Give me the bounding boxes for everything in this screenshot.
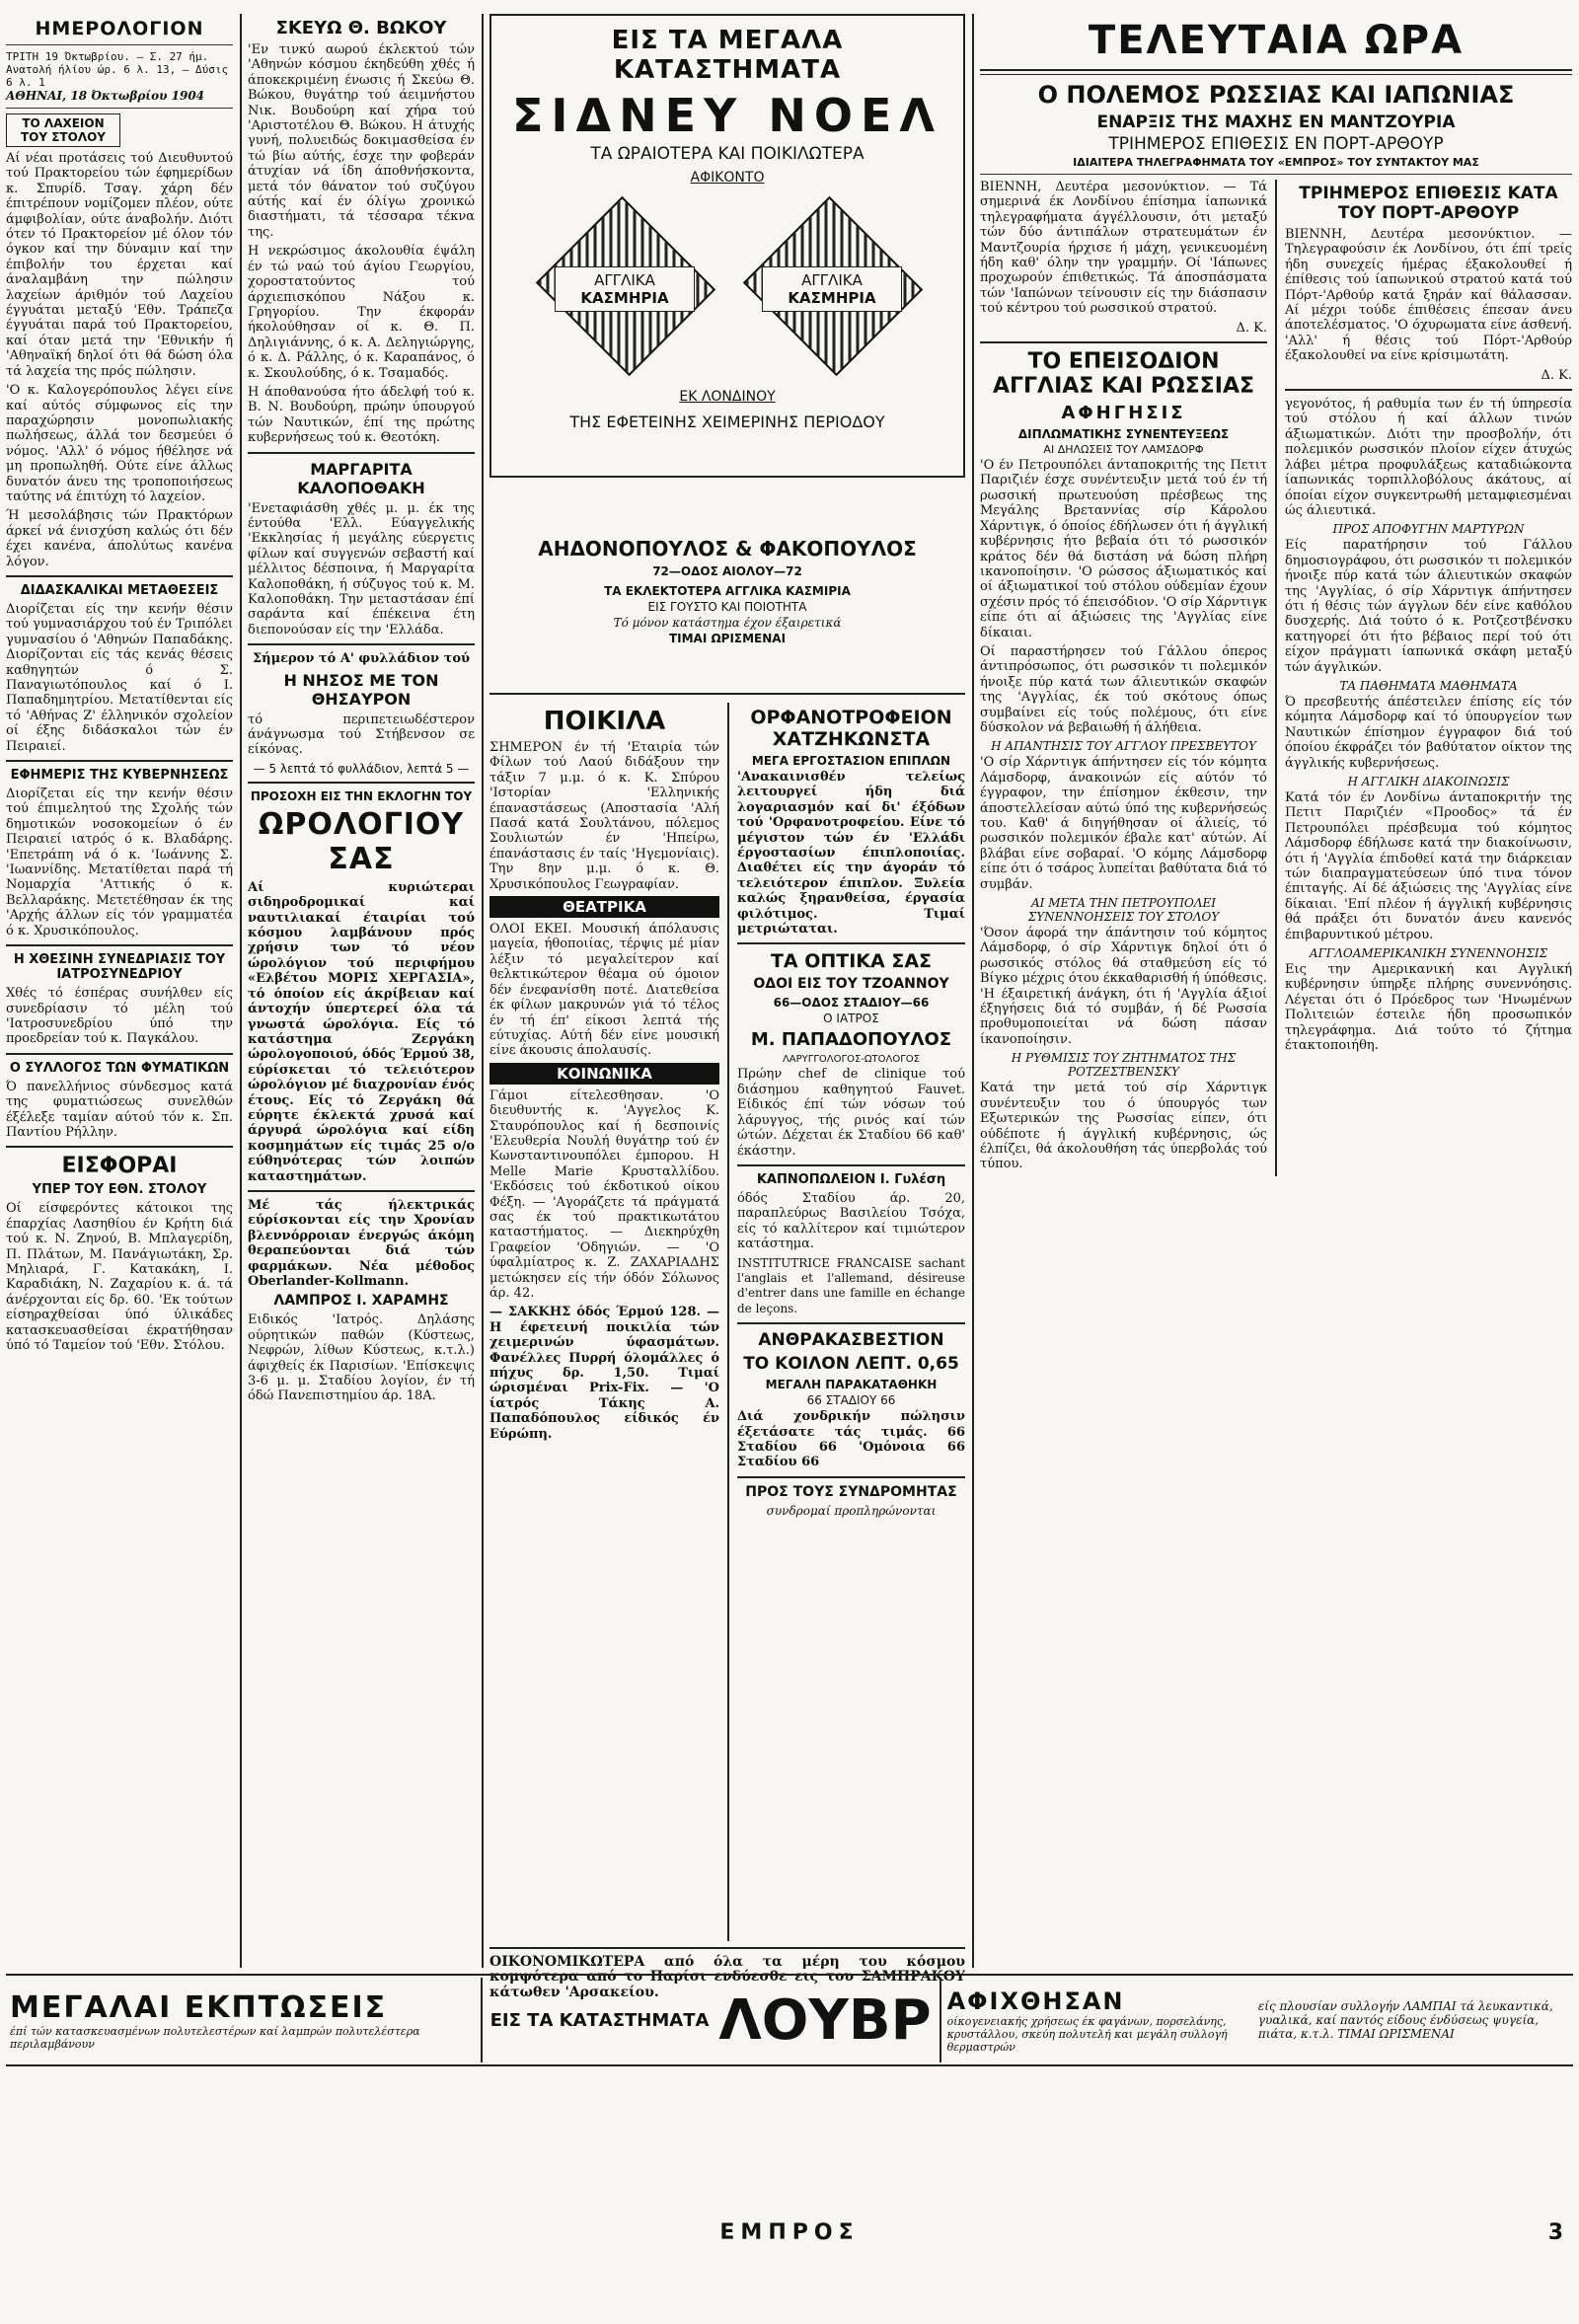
calendar-sun: Ανατολή ήλίου ώρ. 6 λ. 13, — Δύσις 6 λ. 1	[6, 63, 229, 89]
column-2	[248, 14, 475, 1963]
right-col-h1: ΠΡΟΣ ΑΠΟΦΥΓΗΝ ΜΑΡΤΥΡΩΝ	[1332, 522, 1525, 537]
aidonopoulos-line3: Τό μόνον κατάστημα έχον έξαιρετικά	[613, 616, 842, 630]
orphanage-sub: ΜΕΓΑ ΕΡΓΟΣΤΑΣΙΟΝ ΕΠΙΠΛΩΝ	[751, 754, 951, 768]
koinonika-text: Γάμοι είτελεσθησαν. 'Ο διευθυντής κ. 'Αγγελος Κ. Σταυρόπουλος καί ή δεσποινίς 'Ελευθερία Νουλή θυγάτηρ τού έν Κωνσταντινουπόλει έμπορου. Η Melle Marie Κρυσταλλίδου. 'Εκδόσεις τού έκδοτικού οίκου Φέξη. — 'Αγοράζετε τά πράγματά σας έκ τού πρακτικωτάτου καταστήματος. — Διεκηρύχθη Γραφείον 'Οδηγιών. — 'Ο ύφαλμίατρος κ. Ζ. ΖΑΧΑΡΙΑΔΗΣ μετώκησεν είς τήν όδόν Σόλωνος άρ. 42.	[489, 1087, 719, 1301]
coal-addr: 66 ΣΤΑΔΙΟΥ 66	[806, 1393, 896, 1408]
noel-ad	[489, 14, 965, 478]
obituary2-text: 'Ενεταφιάσθη χθές μ. μ. έκ της έντούθα 'Ελλ. Εύαγγελικής 'Εκκλησίας ή μεγάλης εύεργετις φίλων καί συγγενών σεβαστή καί μέλλιτος δέσποινα, ή Μαργαρίτα Καλοποθάκη, ή σύζυγος τού κ. Μ. Καλοποθάκη. Την μεταστάσαν έπί σαράντα καί έπέκεινα έτη διεπονούσαν είς την 'Ελλάδα.	[248, 500, 475, 637]
noel-right-label2: ΚΑΣΜΗΡΙΑ	[788, 289, 876, 307]
lottery-text: Αί νέαι προτάσεις τού Διευθυντού τού Πρακτορείου τών έφημερίδων κ. Σπυρίδ. Τσαγ. χάρη δέν έπιτρέπουν νομίζομεν πλέον, ούτε άμφιβολίαν, ούτε άναβολήν. Διότι ότεν τό Πρακτορείον μέ όλον τόν όγκον καί την δύναμιν καί την έπιβολήν του έρχεται καί άναλαμβάνη την πώλησιν λαχείων άριθμόν τού Λαχείου έγγυάται μεταξύ 'Εθν. Τράπεζα έγγυάται παρά τού Πρακτορείου, καί όταν μετά την 'Εθνικήν ή 'Αθηναϊκή δηλοί ότι θά δώση όλα τά λαχεία της πρός πώλησιν.	[6, 151, 233, 379]
noel-left-card	[555, 266, 695, 312]
clinic-ad-text: Μέ τάς ήλεκτρικάς εύρίσκονται είς την Χρονίαν βλεννόρροιαν ένεργώς άκόμη θεραπεύονται διά τών φαρμάκων. Νέα μέθοδος Oberlander-Kollmann.	[248, 1197, 475, 1289]
col3-lower	[489, 703, 965, 1941]
column-rule-2	[482, 14, 484, 1968]
bottom-ad-strip	[6, 1974, 1573, 2066]
incident-text: 'Ο έν Πετρουπόλει άνταποκριτής της Πετιτ Παριζιέν έσχε συνέντευξιν μετά τού έν τή ρωσσική πρωτευούση πρέσβεως της Μεγάλης Βρεταννίας σίρ Κάρολου Χάρντιγκ, ό όποίος έδήλωσεν ότι ή άγγλική κυβέρνησις ήτο βεβαία ότι τό ρωσσικόν κράτος δέν θά διστάση νά δώση πλήρη ικανοποίησιν. 'Ο ρώσσος άξιωματικός καί οί άξιωματικοί τού στόλου ούδεμίαν έχουν σχέσιν πρός τό έπεισόδιον. 'Ο σίρ Χάρντιγκ είπε ότι αί άξιώσεις της 'Αγγλίας είνε δίκαιαι.	[980, 458, 1268, 640]
noel-ornament-right	[732, 195, 930, 383]
coal-price: ΤΟ ΚΟΙΛΟΝ ΛΕΠΤ. 0,65	[743, 1354, 959, 1375]
col4-top-left	[980, 180, 1267, 1176]
watch-ad-text: Αί κυριώτεραι σιδηροδρομικαί καί ναυτιλιακαί έταιρίαι τού κόσμου λαμβάνουν πρός χρήσιν των τό νέον ώρολόγιον τού περιφήμου «Ελβέτου ΜΟΡΙΣ ΧΕΡΓΑΣΙΑ», τό όποίον είς άκρίβειαν καί άντοχήν ύπερτερεί όλα τά γνωστά ώρολόγια. Είς τό κατάστημα Ζεργάκη ώρολογοποιού, όδός Έρμού 38, εύρίσκεται τό τελειότερον ώρολόγιον μέ διαχρονίαν ένός έτους. Είς τό Ζεργάκη θά εύρητε έκλεκτά χρυσά καί άργυρά ώρολόγια καί είδη κοσμημάτων είς τιμάς 25 ο/ο εύθηνότερας τών λοιπών καταστημάτων.	[248, 879, 475, 1184]
right-col-text-3: Ό πρεσβευτής άπέστειλεν έπίσης είς τόν κόμητα Λάμσδορφ καί τό ύπουργείον των Ναυτικών έπίσημον έγγραφον διά τού όποίου έκφράζει τόν βαθύτατον οίκτον της άγγλικής κυβερνήσεως.	[1284, 694, 1572, 771]
right-col-text-1: γεγονότος, ή ραθυμία των έν τή ύπηρεσία τού στόλου ή καί άλλων τινών άξιωματικών. Διότι την προσβολήν, ότι πολεμικόν ρωσσικόν πλοίον είχεν άτυχώς λάβει μέτρα προφυλάξεως καταδιώκοντα ίαπωνικάς τορπιλλοβόλους άκάτους, αί όποίαι είχον συγκεντρωθή μεταμφιεσμέναι ώς άλιευτικά.	[1284, 397, 1572, 518]
gazette-text: Διορίζεται είς την κενήν θέσιν τού έπιμελητού της Σχολής τών δημοτικών νοσοκομείων ό έν Πειραιεί ιατρός ό κ. Βλαδάρης. 'Επετράπη νά ό κ. 'Ιωάννης Σ. 'Ιωαννίδης. Μετατίθεται παρά τή Νομαρχία 'Αττικής ό κ. Βελλαράκης. Μετετέθησαν έκ της 'Αρχής άλλων είς τόν γραμματέα ό κ. Χρυσικόπουλος.	[6, 787, 233, 938]
calendar-place-date: ΑΘΗΝΑΙ, 18 Όκτωβρίου 1904	[6, 89, 205, 103]
teachers-text: Διορίζεται είς την κενήν θέσιν τού γυμνασιάρχου τού έν Τριπόλει γυμνασίου ό 'Αθηνών Παπαδάκης. Διορίζονται είς τάς κενάς θέσεις καθηγητών ό Σ. Παναγιωτόπουλος καί ό Ι. Παπαδημητρίου. Μετατίθενται είς τό 'Αθήνας Ζ' έλληνικόν σχολείον οί έξης διδάσκαλοι τών έν Πειραιεί.	[6, 601, 233, 754]
port-arthur-heading: ΤΡΙΗΜΕΡΟΣ ΕΠΙΘΕΣΙΣ ΚΑΤΑ ΤΟΥ ΠΟΡΤ-ΑΡΘΟΥΡ	[1299, 184, 1558, 223]
optics-text: Πρώην chef de clinique τού διάσημου καθηγητού Fauvet. Είδικός έπί τών νόσων τού λάρυγγος, τής ρινός καί τών ώτών. Δέχεται έκ Σταδίου 66 καθ' έκάστην.	[736, 1067, 965, 1159]
louvre-intro: ΕΙΣ ΤΑ ΚΑΤΑΣΤΗΜΑΤΑ	[489, 2009, 710, 2031]
column-3	[489, 14, 965, 2000]
aidonopoulos-title: ΑΗΔΟΝΟΠΟΥΛΟΣ & ΦΑΚΟΠΟΥΛΟΣ	[538, 537, 917, 561]
calendar-title: ΗΜΕΡΟΛΟΓΙΟΝ	[35, 18, 204, 39]
contributions-text: Οί είσφερόντες κάτοικοι της έπαρχίας Λασηθίου έν Κρήτη διά τού κ. Ν. Ζηνού, Β. Μπλαγερίδη, Π. Πλάτων, Μ. Πανάγιωτάκη, Σρ. Μηλιαρά, Γ. Κατακάκη, Ι. Καραδιάκη, Ν. Ζαχαρίου κ. ά. τά άνέρχονται είς δρ. 60. 'Εκ τούτων είσηραχθείσαι ύπό ύλικάδες κατασκευασθείσαι έκρατήθησαν ύπό τό Ταμείον τού 'Εθν. Στόλου.	[6, 1201, 233, 1353]
noel-right-card	[762, 266, 902, 312]
noel-from: ΕΚ ΛΟΝΔΙΝΟΥ	[679, 389, 776, 405]
booklet-title: Η ΝΗΣΟΣ ΜΕ ΤΟΝ ΘΗΣΑΥΡΟΝ	[283, 670, 439, 709]
obituary2-heading: ΜΑΡΓΑΡΙΤΑ ΚΑΛΟΠΟΘΑΚΗ	[297, 459, 425, 497]
optics-heading-2: ΟΔΟΙ ΕΙΣ ΤΟΥ ΤΖΟΑΝΝΟΥ	[753, 976, 949, 993]
footer-paper-name: ΕΜΠΡΟΣ	[719, 2220, 860, 2245]
lottery-box-label: ΤΟ ΛΑΧΕΙΟΝ ΤΟΥ ΣΤΟΛΟΥ	[6, 113, 120, 147]
doctor-text: Ειδικός 'Ιατρός. Δηλάσης ούρητικών παθών (Κύστεως, Νεφρών, λίθων Κύστεως, κ.τ.λ.) άφιχθείς έκ Παρισίων. 'Επίσκεψις 3-6 μ. μ. Σταδίου λογίον, έν τή όδώ Πανεπιστημίου άρ. 18Α.	[248, 1312, 475, 1404]
arrived-heading: ΑΦΙΧΘΗΣΑΝ	[946, 1987, 1125, 2015]
footer-page-number: 3	[1547, 2220, 1563, 2245]
aidonopoulos-line2: ΕΙΣ ΓΟΥΣΤΟ ΚΑΙ ΠΟΙΟΤΗΤΑ	[647, 600, 807, 614]
port-arthur-text: ΒΙΕΝΝΗ, Δευτέρα μεσονύκτιον. — Τηλεγραφούσιν έκ Λονδίνου, ότι έπί τρείς ήδη συνεχείς ήμέρας έξακολουθεί ή έπίθεσις τού ίαπωνικού στρατού κατά τού Πόρτ-'Αρθούρ κατά ξηράν καί θάλασσαν. Αί μέχρι τούδε έπιθέσεις έπεσαν άνευ άποτελέσματος. 'Ο όχυρωματα είνε άσθενή. 'Αλλ' ή θέσις τού Πόρτ-'Αρθούρ έξακολουθεί να είνε κρίσιμωτάτη.	[1284, 227, 1572, 364]
louvre-block	[481, 1978, 941, 2062]
col4-inner-rule	[1275, 180, 1277, 1176]
institutrice-text: INSTITUTRICE FRANCAISE sachant l'anglais et l'allemand, désireuse d'entrer dans une famille en échange de leçons.	[736, 1255, 965, 1315]
column-1	[6, 14, 233, 1963]
teachers-heading: ΔΙΔΑΣΚΑΛΙΚΑΙ ΜΕΤΑΘΕΣΕΙΣ	[20, 582, 219, 598]
booklet-intro: Σήμερον τό Α' φυλλάδιον τού	[252, 651, 471, 667]
incident-title: ΤΟ ΕΠΕΙΣΟΔΙΟΝ ΑΓΓΛΙΑΣ ΚΑΙ ΡΩΣΣΙΑΣ	[992, 349, 1255, 400]
column-4	[980, 14, 1572, 1963]
koinonika-heading: ΚΟΙΝΩΝΙΚΑ	[489, 1063, 719, 1085]
calendar-date: ΤΡΙΤΗ 19 Όκτωβρίου. — Σ. 27 ήμ.	[6, 50, 209, 63]
sale-small: έπί τών κατασκευασμένων πολυτελεστέρων καί λαμπρών πολυτελέστερα περιλαμβάνουν	[10, 2024, 420, 2051]
noel-store: ΣΙΔΝΕΥ ΝΟΕΛ	[511, 89, 942, 142]
contributions-subheading: ΥΠΕΡ ΤΟΥ ΕΘΝ. ΣΤΟΛΟΥ	[32, 1182, 207, 1198]
tobacco-heading: ΚΑΠΝΟΠΩΛΕΙΟΝ Ι. Γυλέση	[756, 1171, 946, 1187]
incident-h4: Η ΡΥΘΜΙΣΙΣ ΤΟΥ ΖΗΤΗΜΑΤΟΣ ΤΗΣ ΡΟΤΖΕΣΤΒΕΝΣΚΥ	[1011, 1051, 1237, 1080]
war-sub2: ΤΡΙΗΜΕΡΟΣ ΕΠΙΘΕΣΙΣ ΕΝ ΠΟΡΤ-ΑΡΘΟΥΡ	[1108, 134, 1444, 154]
right-col-text-5: Εις την Αμερικανική και Αγγλική κυβέρνησιν ύπηρξε πλήρης συνεννόησις. Λέγεται ότι ό Πρόεδρος των 'Ηνωμένων Πολιτειών έστειλε ήδη προσωπικόν τηλεγράφημα. Διά τούτο τό ζήτημα έτακτοποιήθη.	[1284, 962, 1572, 1054]
booklet-text: τό περιπετειωδέστερον άνάγνωσμα τού Στήβενσον σε είκόνας.	[248, 712, 475, 758]
tuberculosis-text: Ό πανελλήνιος σύνδεσμος κατά της φυματιώσεως συνελθών έξέλεξε ταμίαν αύτού τόν κ. Σπ. Παντίου Ρήλλην.	[6, 1079, 233, 1140]
doctor-name: ΛΑΜΠΡΟΣ Ι. ΧΑΡΑΜΗΣ	[273, 1293, 449, 1310]
poikila-heading: ΠΟΙΚΙΛΑ	[543, 707, 666, 736]
last-hour-title: ΤΕΛΕΥΤΑΙΑ ΩΡΑ	[1088, 18, 1465, 63]
coal-sub: ΜΕΓΑΛΗ ΠΑΡΑΚΑΤΑΘΗΚΗ	[765, 1378, 938, 1392]
port-arthur-sign: Δ. Κ.	[1541, 367, 1572, 383]
col4-top-right	[1285, 180, 1572, 1176]
louvre-name: ΛΟΥΒΡ	[718, 1987, 932, 2053]
noel-tagline: ΤΑ ΩΡΑΙΟΤΕΡΑ ΚΑΙ ΠΟΙΚΙΛΩΤΕΡΑ	[590, 144, 865, 164]
watch-ad-title: ΩΡΟΛΟΓΙΟΥ ΣΑΣ	[258, 806, 465, 876]
incident-sub2: ΔΙΠΛΩΜΑΤΙΚΗΣ ΣΥΝΕΝΤΕΥΞΕΩΣ	[1017, 427, 1230, 442]
war-vienna-text: ΒΙΕΝΝΗ, Δευτέρα μεσονύκτιον. — Τά σημερινά έκ Λονδίνου έπίσημα ίαπωνικά τηλεγραφήματα άγγέλλουσιν, ότι μεταξύ τών δύο άντιπάλων στρατευμάτων έν Μαντζουρία ήρχισε ή μάχη, γενικευομένη ήδη καθ' όλην την γραμμήν. Οί 'Ιάπωνες προχωρούν έπιθετικώς. Τά άποσπάσματα τών 'Ιαπώνων τείνουσιν είς την διάσπασιν τού κέντρου τού ρωσσικού στρατού.	[980, 180, 1268, 317]
col4-top-split	[980, 180, 1572, 1176]
coal-text: Διά χονδρικήν πώλησιν έξετάσατε τάς τιμάς. 66 Σταδίου 66 'Ομόνοια 66 Σταδίου 66	[736, 1409, 965, 1470]
orphanage-text: 'Ανακαινισθέν τελείως λειτουργεί ήδη διά λογαριασμόν καί δι' έξόδων τού 'Ορφανοτροφείου. Είνε τό μέγιστον τών έν 'Ελλάδι έργοστασίων έπιπλοποιίας. Διαθέτει είς την άγοράν τό τελειότερον έπιπλον. Ξυλεία καλώς ξηρανθείσα, έργασία φιλότιμος. Τιμαί μετριώταται.	[736, 770, 965, 937]
sale-block	[6, 1990, 481, 2051]
incident-text-4: 'Όσον άφορά την άπάντησιν τού κόμητος Λάμσδορφ, ό σίρ Χάρντιγκ δηλοί ότι ό ρωσσικός στόλος θά σταθμεύση είς τό Βίγκο μέχρις ότου έκκαθαρισθή ή ύπόθεσις. 'Η έξαιρετική άνάγκη, ότι ή 'Αγγλία άξιοί έξηγήσεις διά τό συμβάν, ή δέ Ρωσσία προθυμοποιείται νά δώση πάσαν ίκανοποίησιν.	[980, 926, 1268, 1047]
aidonopoulos-addr: 72—ΟΔΟΣ ΑΙΟΛΟΥ—72	[652, 564, 802, 578]
noel-ornament-left	[525, 195, 722, 383]
right-col-text-4: Κατά τόν έν Λονδίνω άνταποκριτήν της Πετιτ Παριζιέν «Προοδος» τά έν Πετρουπόλει πρέσβευμα τού κόμητος Λάμσδορφ έδήλωσε κατά την διακοίνωσιν, ότι ή 'Αγγλία έπιδοθεί κατά την διάρκειαν τών διαπραγματεύσεων ύπό τινα τόνον έπιταγής. Αί δέ άξιώσεις της 'Αγγλίας είνε δίκαιαι. 'Επί πλέον ή άγγλική κυβέρνησις θά πράξει ότι δυνατόν άνευ κανενός έπιβαρυντικού μέτρου.	[1284, 790, 1572, 942]
noel-arrived: ΑΦΙΚΟΝΤΟ	[690, 170, 765, 186]
col3-inner-rule	[727, 703, 729, 1941]
lottery-text-2: 'Ο κ. Καλογερόπουλος λέγει είνε καί αύτός σύμφωνος είς την παραχώρησιν μονοπωλιακής πωλήσεως, άλλά τον δεσμεύει ό νόμος. 'Αλλ' ό νόμος ήθέλησε νά μη προπωληθή. Ούτε είνε άλλως δυνατόν άνευ της τροποποιήσεως ταύτης νά έπιτύχη τό λαχείον.	[6, 383, 233, 504]
noel-left-label1: ΑΓΓΛΙΚΑ	[594, 271, 655, 289]
optics-heading: ΤΑ ΟΠΤΙΚΑ ΣΑΣ	[770, 950, 933, 973]
tuberculosis-heading: Ο ΣΥΛΛΟΓΟΣ ΤΩΝ ΦΥΜΑΤΙΚΩΝ	[9, 1060, 230, 1076]
noel-ornaments	[499, 195, 955, 383]
war-vienna-sign: Δ. Κ.	[1236, 320, 1268, 336]
theatrika-heading: ΘΕΑΤΡΙΚΑ	[489, 896, 719, 918]
watch-ad-sub: ΠΡΟΣΟΧΗ ΕΙΣ ΤΗΝ ΕΚΛΟΓΗΝ ΤΟΥ	[250, 788, 473, 803]
theatrika-text: ΟΛΟΙ ΕΚΕΙ. Μουσική άπόλαυσις μαγεία, ήθοποιίας, τέρψις μέ μίαν λέξιν τό μεγαλείτερον καί θελκτικώτερον θέαμα ού όμοιον δέν ένεφανίσθη ποτέ. Διατεθείσα έκ φίλων μακρυνών γιά τό τέλος έν τή έπ' είκοσι λεπτά τής εύτυχίας. Αύτή δέν είνε μουσική είνε άκουσις άπολαυσίς.	[489, 922, 719, 1059]
right-col-h2: ΤΑ ΠΑΘΗΜΑΤΑ ΜΑΘΗΜΑΤΑ	[1339, 678, 1518, 693]
arrived-small: οίκογενειακής χρήσεως έκ φαγάνων, πορσελάνης, κρυστάλλου, σκεύη πολυτελή και μεγάλη συλλογή θερμαστρών	[946, 2014, 1228, 2054]
subscribers-text: συνδρομαί προπληρώνονται	[766, 1503, 937, 1518]
noel-right-label1: ΑΓΓΛΙΚΑ	[801, 271, 863, 289]
incident-text-3: 'Ο σίρ Χάρντιγκ άπήντησεν είς τόν κόμητα Λάμσδορφ, άνακοινών είς αύτόν τό έγγραφον, την έπίσημον έκθεσιν, την άποστελλείσαν αύτώ ύπό της κυβερνήσεώς του. Καθ' ά διηγήθησαν οί άλιείς, τό ρωσσικόν πολεμικόν έβαλε κατ' αύτών. Αί βλάβαι είνε σοβαραί. 'Ο κόμης Λάμσδορφ είπε ότι ό τσάρος λυπείται βαθύτατα διά τό συμβάν.	[980, 755, 1268, 892]
obituary-text: 'Εν τινκύ αωρού έκλεκτού τών 'Αθηνών κόσμου έκηδεύθη χθές ή άποκεκριμένη ένωσις ή Σκεύω Θ. Βώκου, θυγάτηρ τού άειμνήστου Νικ. Βουδούρη καί χήρα τού 'Αριστοτέλου Θ. Βώκου. Η άτυχής γυνή, πολυειδώς δοκιμασθείσα έν τώ βίω αύτής, έσχε την φοβεράν άτυχίαν νά ίδη άποθνήσκοντα, μετά τόν θάνατον τού συζύγου αύτής καί έν όλίγω χρονικώ διαστήματι, τά τέσσαρα τέκνα της.	[248, 42, 475, 240]
aidonopoulos-line4: ΤΙΜΑΙ ΩΡΙΣΜΕΝΑΙ	[668, 632, 787, 645]
optics-addr: 66—ΟΔΟΣ ΣΤΑΔΙΟΥ—66	[773, 996, 930, 1011]
incident-sub: ΑΦΗΓΗΣΙΣ	[1061, 403, 1186, 424]
incident-text-2: Οί παραστήρησεν τού Γάλλου όπερος άντιπρόσωπος, ότι ρωσσικόν τι πολεμικόν ήνοιξε πύρ κατά των άλιευτικών σκαφών της 'Αγγλίας, έκ τού σκότους όπως συμβαίνει είς τούς πολέμους, ότι είνε δύσκολον νά βεβαιωθή ή άλήθεια.	[980, 643, 1268, 735]
right-col-h3: Η ΑΓΓΛΙΚΗ ΔΙΑΚΟΙΝΩΣΙΣ	[1347, 775, 1510, 788]
optics-sub: ΛΑΡΥΓΓΟΛΟΓΟΣ-ΩΤΟΛΟΓΟΣ	[782, 1054, 920, 1066]
koinonika-text-2: — ΣΑΚΚΗΣ όδός Έρμού 128. — Η έφετεινή ποικιλία τών χειμερινών ύφασμάτων. Φανέλλες Πυρρή όλομάλλες ό πήχυς δρ. 1,50. Τιμαί ώρισμέναι Prix-Fix. — 'Ο ίατρός Τάκης Α. Παπαδόπουλος είδικός έν Εύρώπη.	[489, 1305, 719, 1442]
noel-season: ΤΗΣ ΕΦΕΤΕΙΝΗΣ ΧΕΙΜΕΡΙΝΗΣ ΠΕΡΙΟΔΟΥ	[569, 412, 885, 431]
medical-meeting-heading: Η ΧΘΕΣΙΝΗ ΣΥΝΕΔΡΙΑΣΙΣ ΤΟΥ ΙΑΤΡΟΣΥΝΕΔΡΙΟΥ	[13, 952, 226, 983]
col3-left-sub	[489, 703, 719, 1941]
optics-label: Ο ΙΑΤΡΟΣ	[823, 1012, 879, 1026]
column-rule-3	[972, 14, 974, 1968]
obituary-text-3: Η άποθανούσα ήτο άδελφή τού κ. Β. Ν. Βουδούρη, πρώην ύπουργού τών Ναυτικών, έπί της πρώτης κυβερνήσεως τού κ. Θεοτόκη.	[248, 384, 475, 446]
column-rule-1	[240, 14, 242, 1968]
sale-heading: ΜΕΓΑΛΑΙ ΕΚΠΤΩΣΕΙΣ	[10, 1989, 388, 2025]
incident-h3: ΑΙ ΜΕΤΑ ΤΗΝ ΠΕΤΡΟΥΠΟΛΕΙ ΣΥΝΕΝΝΟΗΣΕΙΣ ΤΟΥ ΣΤΟΛΟΥ	[1027, 896, 1220, 925]
aidonopoulos-ad	[489, 478, 965, 695]
right-col-text-2: Είς παρατήρησιν τού Γάλλου δημοσιογράφου, ότι ρωσσικόν τι πολεμικόν ήνοιξε πύρ κατά τών άλιευτικών σκαφών της 'Αγγλίας, ό σίρ Χάρντιγκ άπήντησεν ότι ή θέσις τών άγγλων δέν είνε καθόλου δυσχερής. Διά τούτο ό κ. Ροτζεστβένσκυ κατηγορεί ότι ήτο βέβαιος περί τού ότι είχον πράγματι ίαπωνικά σκάφη μεταξύ τών άγγλικών.	[1284, 538, 1572, 675]
war-sub3: ΙΔΙΑΙΤΕΡΑ ΤΗΛΕΓΡΑΦΗΜΑΤΑ ΤΟΥ «ΕΜΠΡΟΣ» ΤΟΥ ΣΥΝΤΑΚΤΟΥ ΜΑΣ	[1073, 156, 1479, 169]
arrived-block	[941, 1987, 1254, 2054]
orphanage-heading: ΟΡΦΑΝΟΤΡΟΦΕΙΟΝ ΧΑΤΖΗΚΩΝΣΤΑ	[750, 707, 952, 750]
noel-left-label2: ΚΑΣΜΗΡΙΑ	[580, 289, 669, 307]
medical-meeting-text: Χθές τό έσπέρας συνήλθεν είς συνεδρίασιν τό μέλη τού 'Ιατροσυνεδρίου ύπό την προεδρείαν τού κ. Παγκάλου.	[6, 986, 233, 1047]
incident-h2: Η ΑΠΑΝΤΗΣΙΣ ΤΟΥ ΑΓΓΛΟΥ ΠΡΕΣΒΕΥΤΟΥ	[991, 739, 1256, 754]
incident-sub3: ΑΙ ΔΗΛΩΣΕΙΣ ΤΟΥ ΛΑΜΣΔΟΡΦ	[1043, 443, 1204, 457]
gazette-heading: ΕΦΗΜΕΡΙΣ ΤΗΣ ΚΥΒΕΡΝΗΣΕΩΣ	[10, 768, 229, 784]
poikila-text: ΣΗΜΕΡΟΝ έν τή 'Εταιρία τών Φίλων τού Λαού διδάξουν την τάξιν 7 μ.μ. ό κ. Κ. Σπύρου 'Ιστορίαν 'Ελληνικής έπαναστάσεως (Αποστασία 'Αλή Πασά κατά Σουλτάνου, πόλεμος Σουλιωτών έν 'Ηπείρω, έπανάστασις έν ταίς 'Ηγεμονίαις). Την 8ην μ.μ. ό κ. Θ. Χρυσικόπουλος Γεωγραφίαν.	[489, 740, 719, 892]
aidonopoulos-line1: ΤΑ ΕΚΛΕΚΤΟΤΕΡΑ ΑΓΓΛΙΚΑ ΚΑΣΜΙΡΙΑ	[604, 584, 851, 598]
economic-ad: ΟΙΚΟΝΟΜΙΚΩΤΕΡΑ από όλα τα μέρη του κόσμου κομψότερα από το Παρίσι ενδύεσθε εις του ΣΑΜΠΡΑΚΟΥ κάτωθεν 'Αρσακείου.	[489, 1954, 965, 2000]
lottery-text-3: Ή μεσολάβησις τών Πρακτόρων άρκεί νά ένισχύση καλώς ότι δέν έχει κανένα, άπολύτως κανένα λόγον.	[6, 508, 233, 569]
col3-right-sub	[737, 703, 965, 1941]
incident-text-5: Κατά την μετά τού σίρ Χάρντιγκ συνέντευξιν του ό ύπουργός των Εξωτερικών της Ρωσσίας είπεν, ότι ούδέποτε ή άγγλική κυβέρνησις, ώς έλπίζει, θά άκολουθήση τάς ύπερβολάς τού τύπου.	[980, 1081, 1268, 1172]
booklet-price: — 5 λεπτά τό φυλλάδιον, λεπτά 5 —	[253, 761, 470, 776]
noel-banner: ΕΙΣ ΤΑ ΜΕΓΑΛΑ ΚΑΤΑΣΤΗΜΑΤΑ	[611, 26, 844, 85]
obituary-heading: ΣΚΕΥΩ Θ. ΒΩΚΟΥ	[275, 18, 447, 38]
obituary-text-2: Η νεκρώσιμος άκολουθία έψάλη έν τώ ναώ τού άγίου Γεωργίου, χοροστατούντος τού άρχιεπισκόπου Νάξου κ. Γρηγορίου. Την έκφοράν ήκολούθησαν οί κ. Θ. Π. Δηλιγιάννης, ό κ. Α. Δεληγιώργης, ό κ. Δ. Ράλλης, ό κ. Καραπάνος, ό κ. Σκουλούδης, ό κ. Τσαμαδός.	[248, 244, 475, 381]
coal-heading: ΑΝΘΡΑΚΑΣΒΕΣΤΙΟΝ	[758, 1330, 944, 1351]
page-footer	[6, 2220, 1573, 2260]
war-heading: Ο ΠΟΛΕΜΟΣ ΡΩΣΣΙΑΣ ΚΑΙ ΙΑΠΩΝΙΑΣ	[1037, 81, 1515, 109]
arrived-right: είς πλουσίαν συλλογήν ΛΑΜΠΑΙ τά λευκαντικά, γυαλικά, καί παντός είδους ένδύσεως ψυγεία, πιάτα, κ.τ.λ. ΤΙΜΑΙ ΩΡΙΣΜΕΝΑΙ	[1257, 1999, 1553, 2041]
optics-name: Μ. ΠΑΠΑΔΟΠΟΥΛΟΣ	[750, 1029, 952, 1051]
subscribers-heading: ΠΡΟΣ ΤΟΥΣ ΣΥΝΔΡΟΜΗΤΑΣ	[745, 1483, 957, 1500]
tobacco-text: όδός Σταδίου άρ. 20, παραπλεύρως Βασιλείου Τσόχα, είς τό καλλίτερον καί τιμιώτερον κατάστημα.	[736, 1190, 965, 1252]
right-col-h4: ΑΓΓΛΟΑΜΕΡΙΚΑΝΙΚΗ ΣΥΝΕΝΝΟΗΣΙΣ	[1309, 946, 1548, 961]
contributions-heading: ΕΙΣΦΟΡΑΙ	[61, 1154, 178, 1179]
war-sub1: ΕΝΑΡΞΙΣ ΤΗΣ ΜΑΧΗΣ ΕΝ ΜΑΝΤΖΟΥΡΙΑ	[1096, 112, 1456, 132]
